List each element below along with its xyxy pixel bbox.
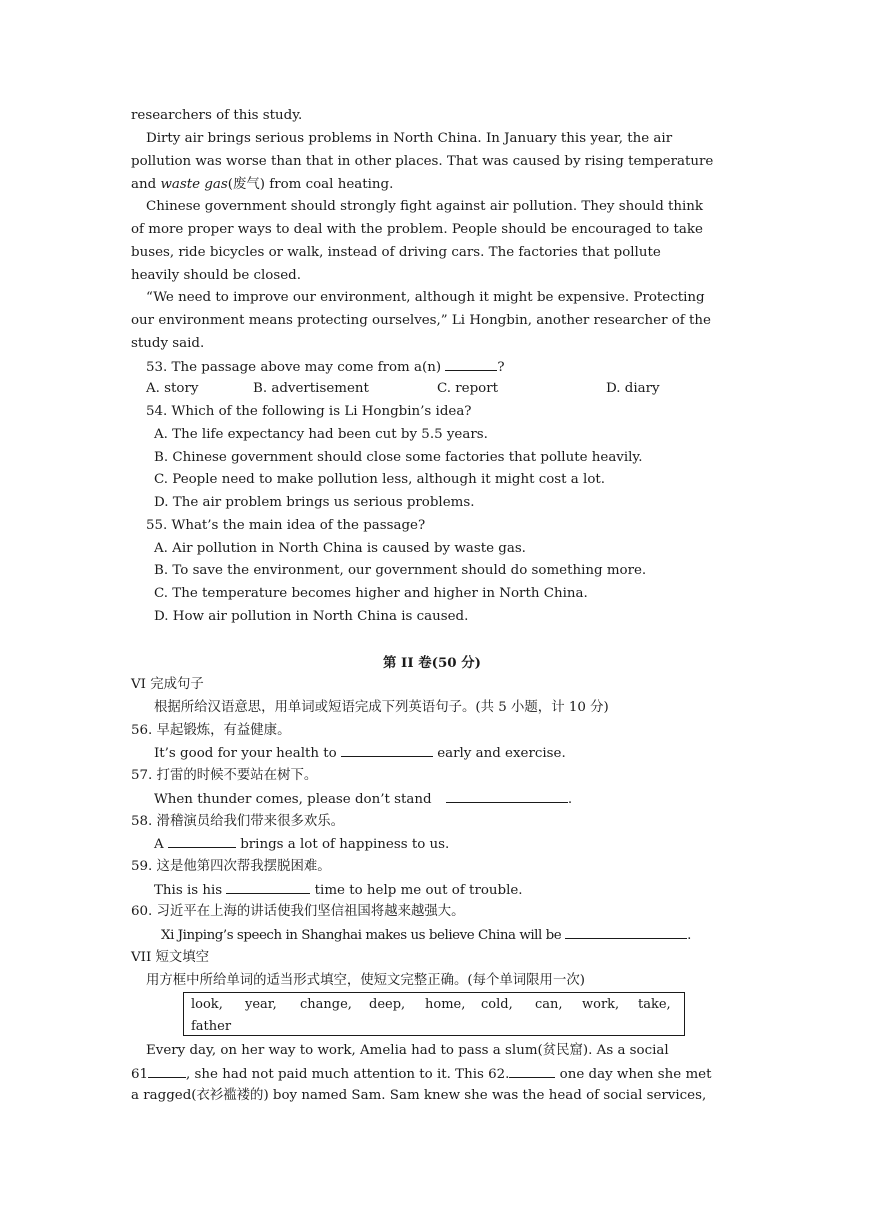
question-text: ? — [497, 360, 505, 375]
option-d[interactable]: D. diary — [606, 381, 660, 396]
answer-blank[interactable] — [226, 881, 310, 894]
q60-chinese: 60. 习近平在上海的讲话使我们坚信祖国将越来越强大。 — [131, 904, 465, 919]
passage-line: “We need to improve our environment, although it might be expensive. Protecting — [146, 290, 705, 305]
option-c[interactable]: C. report — [437, 381, 499, 396]
word-bank-item: deep, — [369, 997, 406, 1012]
q56-chinese: 56. 早起锻炼，有益健康。 — [131, 723, 291, 738]
text: early and exercise. — [432, 746, 566, 761]
word-bank-item: father — [191, 1019, 232, 1034]
text: A — [154, 837, 168, 852]
cloze-line: a ragged(衣衫褴褛的) boy named Sam. Sam knew she was the head of social services, — [131, 1088, 707, 1103]
section-heading: VI 完成句子 — [131, 677, 204, 692]
question-53 — [146, 358, 505, 377]
text: and — [131, 177, 161, 192]
text: brings a lot of happiness to us. — [235, 837, 450, 852]
q57-chinese: 57. 打雷的时候不要站在树下。 — [131, 768, 318, 783]
q60-english — [161, 926, 691, 945]
q59-chinese: 59. 这是他第四次帮我摆脱困难。 — [131, 859, 331, 874]
answer-blank[interactable] — [445, 358, 497, 371]
passage-line: Chinese government should strongly fight against air pollution. They should think — [146, 199, 704, 214]
italic-term: waste gas — [160, 177, 228, 192]
cloze-line — [131, 1065, 711, 1084]
text: When thunder comes, please don’t stand — [154, 792, 436, 807]
option-b[interactable]: B. advertisement — [253, 381, 369, 396]
answer-blank[interactable] — [565, 926, 687, 939]
passage-line: our environment means protecting ourselves,” Li Hongbin, another researcher of the — [131, 313, 711, 328]
passage-line: pollution was worse than that in other places. That was caused by rising temperature — [131, 154, 714, 169]
text: time to help me out of trouble. — [310, 883, 523, 898]
word-bank-item: take, — [638, 997, 671, 1012]
text: one day when she met — [555, 1067, 712, 1082]
text: (废气) from coal heating. — [227, 177, 394, 192]
option-a[interactable]: A. Air pollution in North China is caused by waste gas. — [154, 541, 526, 556]
cloze-line: Every day, on her way to work, Amelia had to pass a slum(贫民窟). As a social — [146, 1043, 669, 1058]
text: . — [567, 792, 573, 807]
section-heading: VII 短文填空 — [131, 950, 210, 965]
option-d[interactable]: D. The air problem brings us serious problems. — [154, 495, 475, 510]
word-bank-item: work, — [582, 997, 620, 1012]
answer-blank[interactable] — [168, 835, 236, 848]
passage-line — [131, 176, 393, 194]
option-c[interactable]: C. The temperature becomes higher and higher in North China. — [154, 586, 588, 601]
passage-line: of more proper ways to deal with the problem. People should be encouraged to take — [131, 222, 703, 237]
option-c[interactable]: C. People need to make pollution less, although it might cost a lot. — [154, 472, 606, 487]
blank-number: 61 — [131, 1067, 149, 1082]
q57-english — [154, 790, 572, 809]
word-bank-item: year, — [245, 997, 277, 1012]
passage-line: heavily should be closed. — [131, 268, 301, 283]
text: Xi Jinping’s speech in Shanghai makes us believe China will be — [161, 928, 566, 943]
question-54: 54. Which of the following is Li Hongbin’s idea? — [146, 404, 472, 419]
q59-english — [154, 881, 523, 900]
q58-chinese: 58. 滑稽演员给我们带来很多欢乐。 — [131, 814, 345, 829]
text: This is his — [154, 883, 227, 898]
passage-line: buses, ride bicycles or walk, instead of driving cars. The factories that pollute — [131, 245, 661, 260]
option-a[interactable]: A. story — [146, 381, 199, 396]
passage-line: Dirty air brings serious problems in North China. In January this year, the air — [146, 131, 673, 146]
option-d[interactable]: D. How air pollution in North China is caused. — [154, 609, 469, 624]
word-bank-item: can, — [535, 997, 563, 1012]
option-b[interactable]: B. Chinese government should close some factories that pollute heavily. — [154, 450, 643, 465]
section-instructions: 用方框中所给单词的适当形式填空，使短文完整正确。(每个单词限用一次) — [146, 973, 585, 988]
answer-blank[interactable] — [148, 1065, 186, 1078]
option-a[interactable]: A. The life expectancy had been cut by 5.5 years. — [154, 427, 488, 442]
word-bank-item: cold, — [481, 997, 513, 1012]
q56-english — [154, 744, 566, 763]
q58-english — [154, 835, 449, 854]
answer-blank[interactable] — [509, 1065, 555, 1078]
answer-blank[interactable] — [446, 790, 568, 803]
passage-line: researchers of this study. — [131, 108, 303, 123]
passage-line: study said. — [131, 336, 205, 351]
word-bank-item: home, — [425, 997, 466, 1012]
text: It’s good for your health to — [154, 746, 341, 761]
question-text: 53. The passage above may come from a(n) — [146, 360, 446, 375]
text: . — [687, 928, 691, 943]
answer-blank[interactable] — [341, 744, 433, 757]
option-b[interactable]: B. To save the environment, our government should do something more. — [154, 563, 647, 578]
word-bank-item: change, — [300, 997, 352, 1012]
word-bank-item: look, — [191, 997, 223, 1012]
section-instructions: 根据所给汉语意思，用单词或短语完成下列英语句子。(共 5 小题，计 10 分) — [154, 700, 609, 715]
part-title: 第 II 卷(50 分) — [383, 655, 481, 671]
question-55: 55. What’s the main idea of the passage? — [146, 518, 426, 533]
text: , she had not paid much attention to it. This 62. — [186, 1067, 510, 1082]
